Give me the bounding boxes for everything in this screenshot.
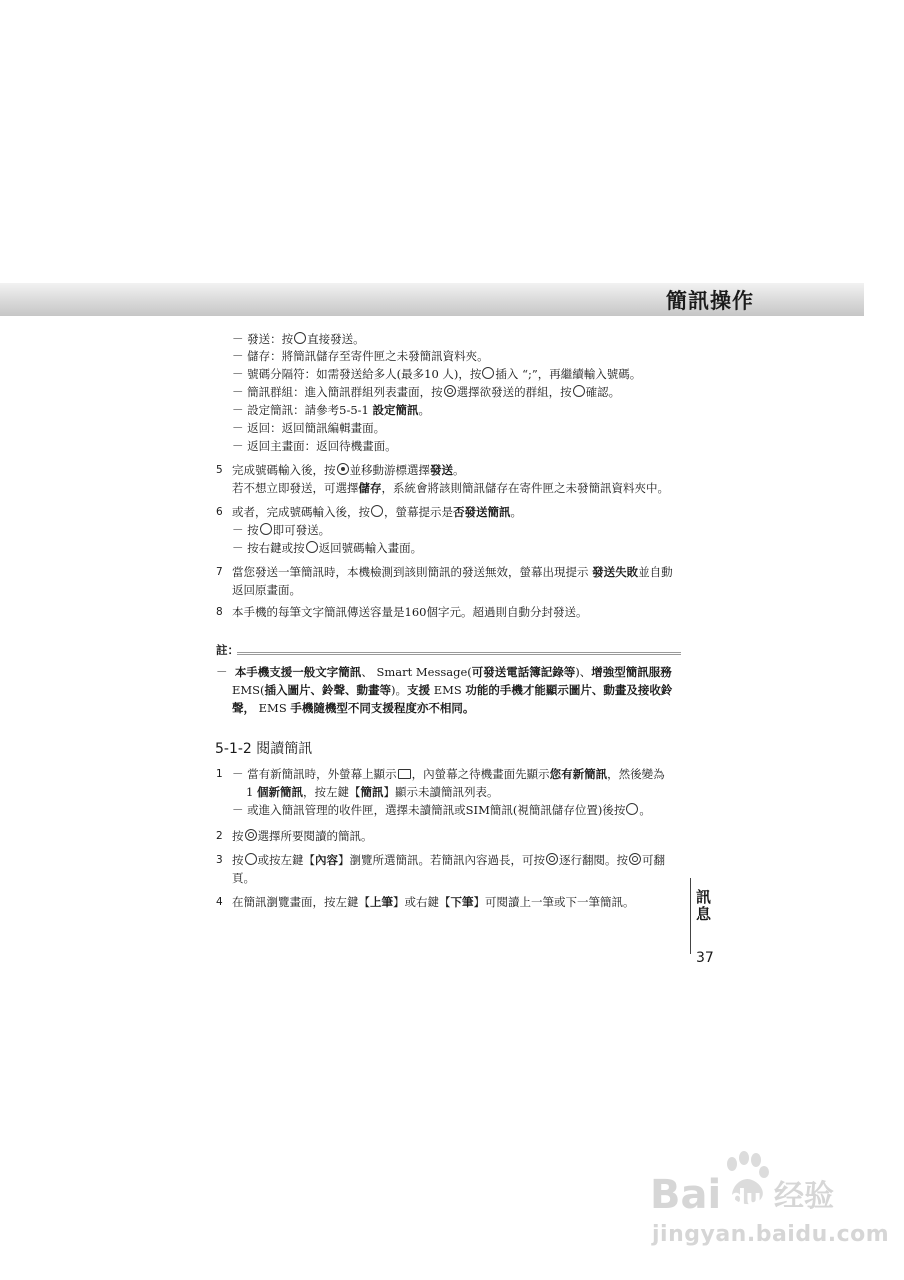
side-tab-label: 訊 — [696, 888, 712, 906]
read-step-2: 按 選擇所要閱讀的簡訊。 — [232, 829, 373, 843]
step-number: 7 — [216, 566, 223, 578]
note-line-2: EMS(插入圖片、鈴聲、動畫等)。支援 EMS 功能的手機才能顯示圖片、動畫及接收鈴 — [232, 683, 673, 697]
note-divider — [237, 652, 681, 655]
option-settings: － 設定簡訊：請參考5-5-1 設定簡訊。 — [232, 403, 431, 417]
step-number: 4 — [216, 896, 223, 908]
step-7-line-1: 當您發送一筆簡訊時，本機檢測到該則簡訊的發送無效，螢幕出現提示 發送失敗並自動 — [232, 565, 673, 579]
read-step-1-line-2: 1 個新簡訊，按左鍵【簡訊】顯示未讀簡訊列表。 — [246, 785, 499, 799]
step-6-line-1: 或者，完成號碼輸入後，按 ，螢幕提示是否發送簡訊。 — [232, 505, 522, 519]
baidu-watermark-logo — [648, 1150, 858, 1220]
note-line-3: 聲， EMS 手機隨機型不同支援程度亦不相同。 — [232, 701, 475, 715]
end-key-icon — [306, 541, 318, 553]
page-title: 簡訊操作 — [666, 289, 754, 313]
read-step-4: 在簡訊瀏覽畫面，按左鍵【上筆】或右鍵【下筆】可閱讀上一筆或下一筆簡訊。 — [232, 895, 635, 909]
envelope-icon — [398, 769, 411, 779]
step-number: 3 — [216, 854, 223, 866]
step-8-line: 本手機的每筆文字簡訊傳送容量是160個字元。超過則自動分封發送。 — [232, 605, 588, 619]
step-number: 2 — [216, 830, 223, 842]
option-group: － 簡訊群組：進入簡訊群組列表畫面，按 選擇欲發送的群組，按 確認。 — [232, 385, 621, 399]
nav-key-icon — [444, 385, 456, 397]
read-step-3-line-2: 頁。 — [232, 871, 255, 885]
step-5-line-1: 完成號碼輸入後，按 並移動游標選擇發送。 — [232, 463, 465, 477]
side-tab-rule — [690, 878, 691, 954]
watermark-text: 经验 — [774, 1179, 834, 1214]
nav-key-icon — [546, 853, 558, 865]
send-key-icon — [260, 523, 272, 535]
watermark-text: du — [730, 1186, 762, 1211]
read-step-3-line-1: 按 或按左鍵【內容】瀏覽所選簡訊。若簡訊內容過長，可按 逐行翻閱。按 可翻 — [232, 853, 665, 867]
page-number: 37 — [696, 950, 714, 966]
send-key-icon — [482, 367, 494, 379]
option-separator: － 號碼分隔符：如需發送給多人(最多10 人)，按 插入 “;”，再繼續輸入號碼。 — [232, 367, 642, 381]
step-number: 1 — [216, 768, 223, 780]
ok-key-icon — [337, 463, 349, 475]
step-7-line-2: 返回原畫面。 — [232, 583, 301, 597]
step-6-sub-1: － 按 即可發送。 — [232, 523, 331, 537]
step-6-sub-2: － 按右鍵或按 返回號碼輸入畫面。 — [232, 541, 423, 555]
option-save: － 儲存：將簡訊儲存至寄件匣之未發簡訊資料夾。 — [232, 349, 489, 363]
note-label: 註： — [216, 643, 239, 657]
option-back: － 返回：返回簡訊編輯畫面。 — [232, 421, 386, 435]
send-key-icon — [245, 853, 257, 865]
step-number: 5 — [216, 464, 223, 476]
read-step-1-line-3: － 或進入簡訊管理的收件匣，選擇未讀簡訊或SIM簡訊(視簡訊儲存位置)後按 。 — [232, 803, 651, 817]
section-title: 5-1-2 閱讀簡訊 — [215, 741, 313, 757]
read-step-1-line-1: － 當有新簡訊時，外螢幕上顯示 ，內螢幕之待機畫面先顯示您有新簡訊，然後變為 — [232, 767, 665, 781]
send-key-icon — [626, 803, 638, 815]
step-number: 8 — [216, 606, 223, 618]
nav-key-icon — [629, 853, 641, 865]
watermark-text: Bai — [650, 1172, 722, 1218]
send-key-icon — [573, 385, 585, 397]
note-line-1: － 本手機支援一般文字簡訊、 Smart Message(可發送電話簿記錄等)、增強型簡訊服務 — [216, 665, 672, 679]
watermark-url: jingyan.baidu.com — [652, 1222, 890, 1247]
send-key-icon — [294, 332, 306, 344]
step-5-line-2: 若不想立即發送，可選擇儲存，系統會將該則簡訊儲存在寄件匣之未發簡訊資料夾中。 — [232, 481, 669, 495]
send-key-icon — [371, 505, 383, 517]
side-tab-label: 息 — [696, 905, 712, 923]
option-send: － 發送：按 直接發送。 — [232, 332, 365, 346]
option-home: － 返回主畫面：返回待機畫面。 — [232, 439, 397, 453]
step-number: 6 — [216, 506, 223, 518]
nav-key-icon — [245, 829, 257, 841]
